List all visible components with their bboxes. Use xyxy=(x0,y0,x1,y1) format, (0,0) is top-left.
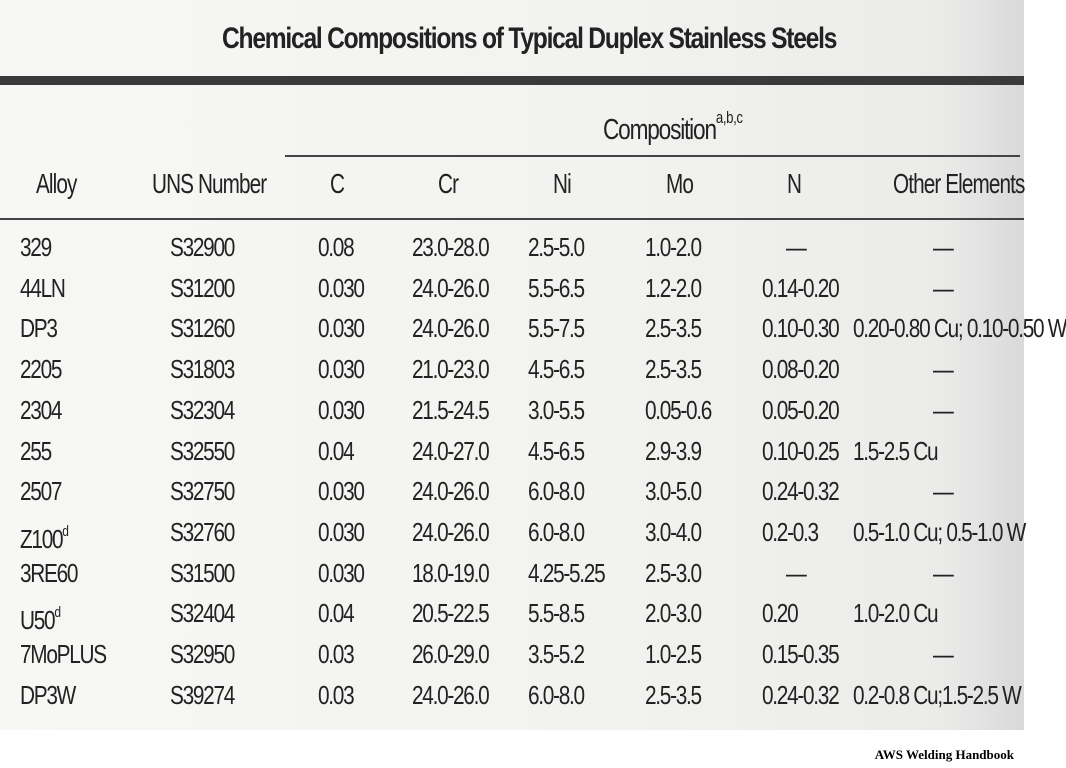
cell-cr xyxy=(412,639,488,669)
cell-text: 5.5-8.5 xyxy=(528,598,584,628)
cell-text: — xyxy=(786,558,806,588)
cell-ni xyxy=(528,232,584,262)
header-c: C xyxy=(330,168,345,199)
cell-text: 0.15-0.35 xyxy=(762,639,839,669)
cell-text: — xyxy=(933,395,953,425)
cell-text: 20.5-22.5 xyxy=(412,598,489,628)
cell-text: 0.24-0.32 xyxy=(762,476,839,506)
cell-text: 0.030 xyxy=(318,517,364,547)
cell-text: 4.5-6.5 xyxy=(528,354,584,384)
cell-text: 1.2-2.0 xyxy=(645,273,701,303)
cell-text: — xyxy=(786,232,806,262)
cell-text: 3.0-4.0 xyxy=(645,517,701,547)
cell-c xyxy=(318,232,353,262)
cell-text: 4.5-6.5 xyxy=(528,436,584,466)
cell-ni xyxy=(528,354,584,384)
cell-text: 0.03 xyxy=(318,639,354,669)
cell-text: 24.0-26.0 xyxy=(412,476,489,506)
page-title: Chemical Compositions of Typical Duplex Stainless Steels xyxy=(222,22,837,55)
cell-text: S39274 xyxy=(170,680,235,710)
cell-text: 1.0-2.0 Cu xyxy=(853,598,938,628)
composition-header xyxy=(603,108,743,147)
cell-text: 2.0-3.0 xyxy=(645,598,701,628)
cell-text: 2.5-3.5 xyxy=(645,354,701,384)
cell-text: 0.24-0.32 xyxy=(762,680,839,710)
cell-text: 0.08-0.20 xyxy=(762,354,839,384)
cell-uns xyxy=(170,558,234,588)
cell-text: 0.10-0.30 xyxy=(762,313,839,343)
cell-text: 0.2-0.8 Cu;1.5-2.5 W xyxy=(853,680,1021,710)
footnote-marker: d xyxy=(62,523,68,540)
cell-text: 24.0-26.0 xyxy=(412,517,489,547)
cell-c xyxy=(318,395,364,425)
cell-cr xyxy=(412,680,488,710)
cell-other xyxy=(853,313,1066,343)
cell-text: — xyxy=(933,476,953,506)
cell-uns xyxy=(170,436,234,466)
cell-text: 24.0-26.0 xyxy=(412,273,489,303)
header-uns-number: UNS Number xyxy=(152,168,267,199)
cell-mo xyxy=(645,354,701,384)
cell-uns xyxy=(170,232,234,262)
cell-text: 2507 xyxy=(20,476,62,506)
cell-text: — xyxy=(933,354,953,384)
cell-n xyxy=(786,558,806,588)
cell-c xyxy=(318,273,364,303)
cell-mo xyxy=(645,517,701,547)
cell-text: 0.14-0.20 xyxy=(762,273,839,303)
cell-cr xyxy=(412,476,488,506)
cell-text: 5.5-7.5 xyxy=(528,313,584,343)
cell-alloy xyxy=(20,395,61,425)
cell-text: Z100 xyxy=(20,524,63,554)
cell-ni xyxy=(528,476,584,506)
cell-text: 24.0-26.0 xyxy=(412,680,489,710)
cell-c xyxy=(318,476,364,506)
cell-text: 6.0-8.0 xyxy=(528,680,584,710)
cell-uns xyxy=(170,517,234,547)
cell-text: 329 xyxy=(20,232,51,262)
cell-other xyxy=(853,680,1020,710)
cell-other xyxy=(933,476,953,506)
cell-other xyxy=(853,598,937,628)
cell-mo xyxy=(645,395,711,425)
cell-n xyxy=(786,232,806,262)
cell-ni xyxy=(528,517,584,547)
cell-mo xyxy=(645,558,701,588)
cell-text: 0.030 xyxy=(318,476,364,506)
cell-ni xyxy=(528,558,604,588)
cell-text: 24.0-27.0 xyxy=(412,436,489,466)
cell-text: 5.5-6.5 xyxy=(528,273,584,303)
cell-cr xyxy=(412,436,488,466)
cell-cr xyxy=(412,354,488,384)
cell-other xyxy=(853,436,937,466)
cell-alloy xyxy=(20,313,57,343)
cell-text: S32550 xyxy=(170,436,235,466)
cell-uns xyxy=(170,395,234,425)
cell-text: S31803 xyxy=(170,354,235,384)
cell-alloy xyxy=(20,354,61,384)
header-ni: Ni xyxy=(553,168,571,199)
cell-text: U50 xyxy=(20,605,55,635)
cell-text: 0.05-0.6 xyxy=(645,395,712,425)
cell-text: — xyxy=(933,558,953,588)
cell-text: 0.04 xyxy=(318,436,354,466)
cell-text: S31260 xyxy=(170,313,235,343)
top-rule xyxy=(0,76,1024,85)
header-mo: Mo xyxy=(666,168,694,199)
cell-n xyxy=(762,313,838,343)
cell-mo xyxy=(645,436,701,466)
header-rule xyxy=(0,218,1024,220)
cell-ni xyxy=(528,273,584,303)
cell-c xyxy=(318,558,364,588)
cell-text: 0.5-1.0 Cu; 0.5-1.0 W xyxy=(853,517,1025,547)
cell-mo xyxy=(645,598,701,628)
header-n: N xyxy=(787,168,802,199)
cell-text: S32950 xyxy=(170,639,235,669)
cell-text: 3.0-5.5 xyxy=(528,395,584,425)
cell-text: 23.0-28.0 xyxy=(412,232,489,262)
cell-text: S32750 xyxy=(170,476,235,506)
cell-text: 0.10-0.25 xyxy=(762,436,839,466)
cell-other xyxy=(853,517,1025,547)
cell-text: 21.0-23.0 xyxy=(412,354,489,384)
cell-n xyxy=(762,354,838,384)
cell-text: 0.030 xyxy=(318,354,364,384)
cell-text: 255 xyxy=(20,436,51,466)
cell-cr xyxy=(412,517,488,547)
cell-mo xyxy=(645,273,701,303)
cell-text: 0.04 xyxy=(318,598,354,628)
cell-alloy xyxy=(20,598,60,635)
cell-c xyxy=(318,436,353,466)
cell-n xyxy=(762,476,838,506)
composition-superscript: a,b,c xyxy=(715,108,743,127)
cell-uns xyxy=(170,273,234,303)
cell-n xyxy=(762,598,797,628)
cell-text: 0.08 xyxy=(318,232,354,262)
cell-text: 2.9-3.9 xyxy=(645,436,701,466)
cell-text: S32404 xyxy=(170,598,235,628)
composition-rule xyxy=(285,155,1020,157)
cell-text: 2.5-3.5 xyxy=(645,680,701,710)
header-alloy: Alloy xyxy=(36,168,77,199)
cell-text: 6.0-8.0 xyxy=(528,476,584,506)
cell-text: 6.0-8.0 xyxy=(528,517,584,547)
cell-c xyxy=(318,354,364,384)
cell-text: 26.0-29.0 xyxy=(412,639,489,669)
cell-ni xyxy=(528,436,584,466)
cell-alloy xyxy=(20,558,77,588)
cell-alloy xyxy=(20,273,65,303)
cell-mo xyxy=(645,680,701,710)
cell-text: 2.5-3.0 xyxy=(645,558,701,588)
cell-text: 2205 xyxy=(20,354,62,384)
cell-cr xyxy=(412,313,488,343)
cell-text: 7MoPLUS xyxy=(20,639,106,669)
cell-alloy xyxy=(20,232,51,262)
cell-n xyxy=(762,273,838,303)
cell-uns xyxy=(170,313,234,343)
cell-other xyxy=(933,354,953,384)
cell-text: S32900 xyxy=(170,232,235,262)
cell-n xyxy=(762,517,818,547)
cell-other xyxy=(933,273,953,303)
cell-text: DP3 xyxy=(20,313,57,343)
cell-text: 2.5-5.0 xyxy=(528,232,584,262)
cell-cr xyxy=(412,558,488,588)
cell-text: 0.03 xyxy=(318,680,354,710)
cell-ni xyxy=(528,639,584,669)
cell-cr xyxy=(412,598,488,628)
cell-text: 0.2-0.3 xyxy=(762,517,818,547)
cell-text: 0.05-0.20 xyxy=(762,395,839,425)
cell-uns xyxy=(170,680,234,710)
cell-alloy xyxy=(20,639,106,669)
cell-text: S31200 xyxy=(170,273,235,303)
cell-text: 1.0-2.0 xyxy=(645,232,701,262)
cell-text: S32304 xyxy=(170,395,235,425)
cell-alloy xyxy=(20,680,75,710)
cell-cr xyxy=(412,395,488,425)
cell-alloy xyxy=(20,476,61,506)
cell-text: 21.5-24.5 xyxy=(412,395,489,425)
cell-text: 3.5-5.2 xyxy=(528,639,584,669)
cell-text: — xyxy=(933,273,953,303)
cell-text: 24.0-26.0 xyxy=(412,313,489,343)
cell-n xyxy=(762,395,838,425)
header-cr: Cr xyxy=(438,168,459,199)
cell-text: 44LN xyxy=(20,273,65,303)
cell-text: 0.030 xyxy=(318,558,364,588)
cell-other xyxy=(933,558,953,588)
cell-other xyxy=(933,639,953,669)
cell-text: DP3W xyxy=(20,680,75,710)
cell-cr xyxy=(412,273,488,303)
cell-c xyxy=(318,639,353,669)
cell-other xyxy=(933,395,953,425)
cell-text: 0.030 xyxy=(318,395,364,425)
cell-ni xyxy=(528,313,584,343)
cell-c xyxy=(318,517,364,547)
cell-n xyxy=(762,639,838,669)
source-credit: AWS Welding Handbook xyxy=(874,747,1014,762)
cell-text: 0.20-0.80 Cu; 0.10-0.50 W xyxy=(853,313,1066,343)
cell-text: S31500 xyxy=(170,558,235,588)
cell-text: 3.0-5.0 xyxy=(645,476,701,506)
cell-other xyxy=(933,232,953,262)
footnote-marker: d xyxy=(54,604,60,621)
cell-text: 0.030 xyxy=(318,273,364,303)
cell-text: 0.20 xyxy=(762,598,798,628)
cell-text: 1.5-2.5 Cu xyxy=(853,436,938,466)
cell-cr xyxy=(412,232,488,262)
cell-c xyxy=(318,313,364,343)
cell-ni xyxy=(528,598,584,628)
header-other-elements: Other Elements xyxy=(893,168,1025,199)
cell-alloy xyxy=(20,517,68,554)
cell-text: S32760 xyxy=(170,517,235,547)
cell-text: 0.030 xyxy=(318,313,364,343)
cell-text: 3RE60 xyxy=(20,558,78,588)
cell-c xyxy=(318,598,353,628)
cell-ni xyxy=(528,680,584,710)
cell-uns xyxy=(170,639,234,669)
cell-text: 1.0-2.5 xyxy=(645,639,701,669)
cell-uns xyxy=(170,598,234,628)
cell-mo xyxy=(645,313,701,343)
cell-text: — xyxy=(933,232,953,262)
cell-text: 2.5-3.5 xyxy=(645,313,701,343)
cell-mo xyxy=(645,476,701,506)
cell-mo xyxy=(645,639,701,669)
cell-uns xyxy=(170,354,234,384)
cell-text: — xyxy=(933,639,953,669)
composition-label: Composition xyxy=(603,114,716,146)
cell-text: 4.25-5.25 xyxy=(528,558,605,588)
cell-mo xyxy=(645,232,701,262)
cell-c xyxy=(318,680,353,710)
cell-n xyxy=(762,436,838,466)
cell-uns xyxy=(170,476,234,506)
cell-text: 18.0-19.0 xyxy=(412,558,489,588)
cell-n xyxy=(762,680,838,710)
cell-text: 2304 xyxy=(20,395,62,425)
cell-alloy xyxy=(20,436,51,466)
cell-ni xyxy=(528,395,584,425)
